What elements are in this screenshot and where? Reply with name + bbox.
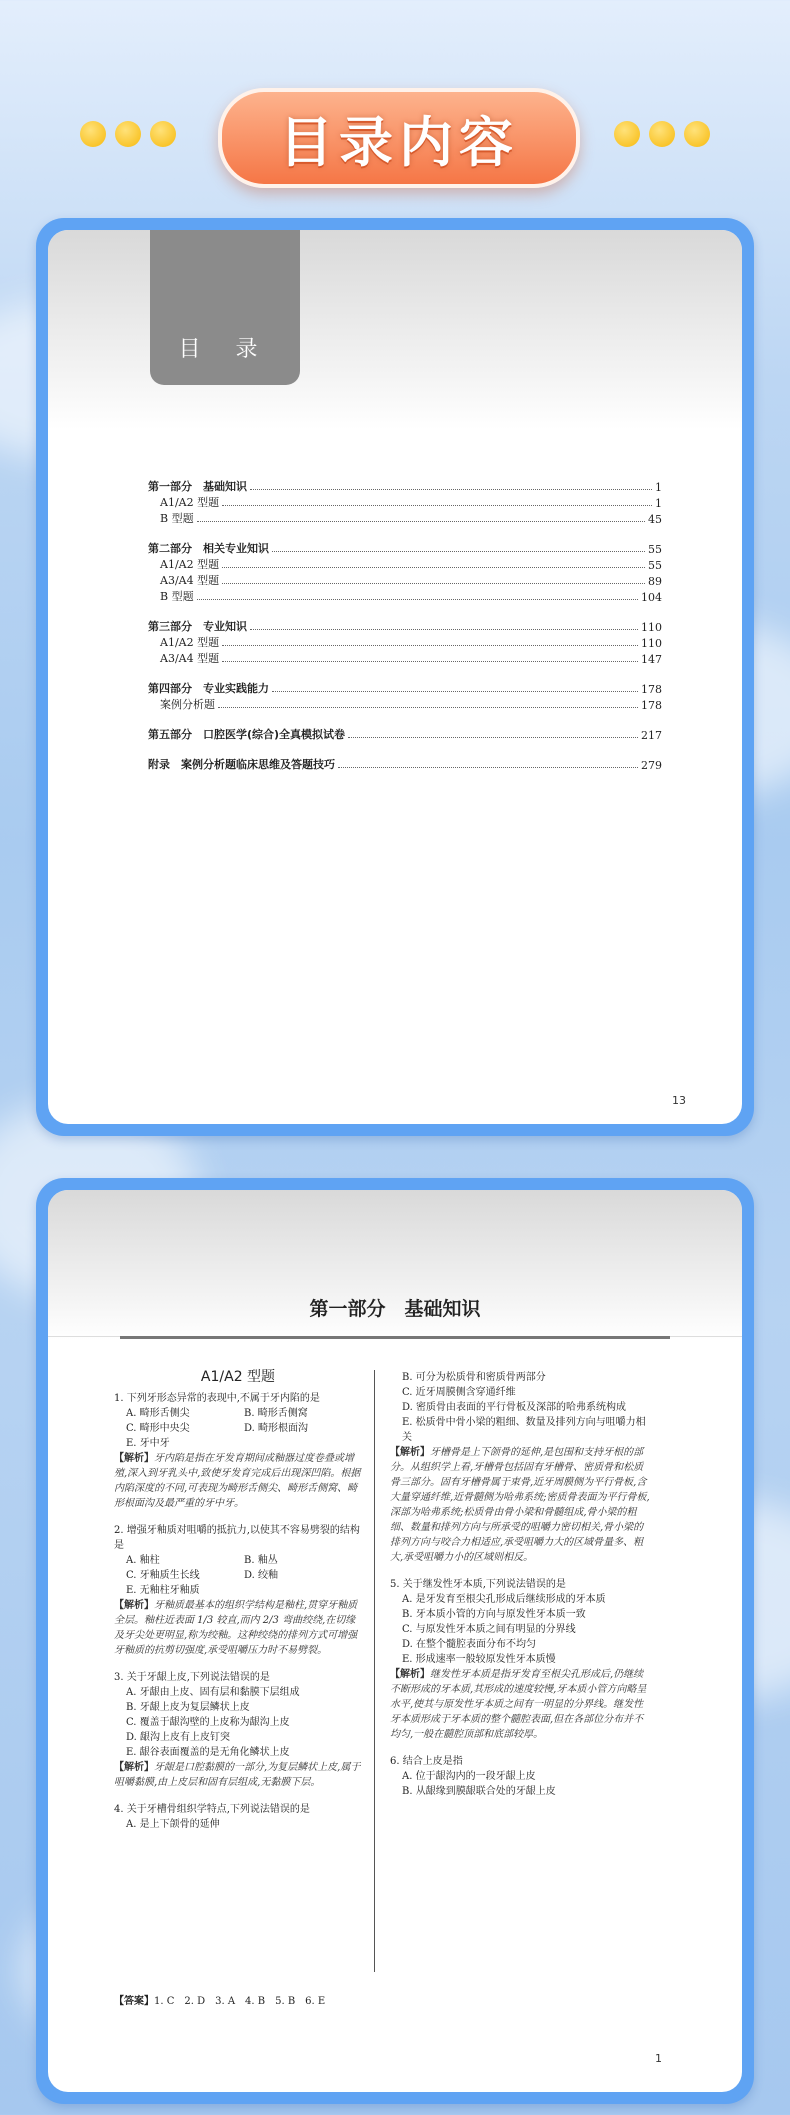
option: A. 畸形舌侧尖 [126,1408,190,1419]
option: B. 从龈缘到膜龈联合处的牙龈上皮 [402,1786,556,1797]
option: B. 可分为松质骨和密质骨两部分 [402,1372,546,1383]
toc-entry[interactable]: A3/A4 型题 147 [160,652,662,666]
decor-dot-icon [80,121,106,147]
question-stem: 1. 下列牙形态异常的表现中,不属于牙内陷的是 [114,1393,320,1404]
question-item [390,1754,652,1799]
toc-entry[interactable]: A3/A4 型题 89 [160,574,662,588]
question-stem: 6. 结合上皮是指 [390,1756,463,1767]
toc-page [48,230,742,1124]
option: C. 与原发性牙本质之间有明显的分界线 [402,1624,576,1635]
page-number: 13 [672,1094,686,1107]
toc-group [148,680,662,712]
question-item [114,1802,362,1832]
content-page-frame [36,1178,754,2104]
option: D. 龈沟上皮有上皮钉突 [126,1732,231,1743]
option: C. 近牙周膜侧含穿通纤维 [402,1387,516,1398]
toc-entry[interactable]: 第四部分 专业实践能力 178 [148,682,662,696]
decor-dot-icon [684,121,710,147]
option: E. 牙中牙 [126,1438,170,1449]
option: E. 无釉柱牙釉质 [126,1585,200,1596]
option: D. 绞釉 [244,1570,279,1581]
toc-entry[interactable]: 第二部分 相关专业知识 55 [148,542,662,556]
toc-entry[interactable]: A1/A2 型题 55 [160,558,662,572]
toc-entry[interactable]: 案例分析题 178 [160,698,662,712]
analysis-text: 【解析】牙槽骨是上下颌骨的延伸,是包围和支持牙根的部分。从组织学上看,牙槽骨包括固有牙槽骨、密质骨和松质骨三部分。固有牙槽骨属于束骨,近牙周膜侧为平行骨板,含大量穿通纤维,近骨髓侧为哈弗系统;密质骨表面为平行骨板,深部为哈弗系统;松质骨由骨小梁和骨髓组成,骨小梁的粗细、数量和排列方向与所承受的咀嚼力密切相关,骨小梁的排列方向与咬合力相适应,承受咀嚼力大的区域骨量多、粗大,承受咀嚼力小的区域则相反。 [390,1447,650,1563]
option: D. 在整个髓腔表面分布不均匀 [402,1639,537,1650]
section-title: A1/A2 型题 [200,1369,276,1385]
question-item [114,1391,362,1511]
option: A. 是牙发育至根尖孔形成后继续形成的牙本质 [402,1594,606,1605]
toc-entry[interactable]: 第三部分 专业知识 110 [148,620,662,634]
decor-dot-icon [115,121,141,147]
column-divider [374,1370,375,1972]
question-item [114,1670,362,1790]
toc-tab [150,230,300,385]
toc-entry[interactable]: B 型题 45 [160,512,662,526]
toc-group [148,726,662,742]
answer-key: 【答案】1. C 2. D 3. A 4. B 5. B 6. E [114,1996,326,2007]
header-banner [218,88,580,188]
option: A. 是上下颌骨的延伸 [126,1819,220,1830]
option: B. 釉丛 [244,1555,278,1566]
part-title: 第一部分 基础知识 [309,1298,481,1320]
banner-title: 目录内容 [279,110,519,174]
option: B. 畸形舌侧窝 [244,1408,308,1419]
option: C. 畸形中央尖 [126,1423,190,1434]
option: C. 覆盖于龈沟壁的上皮称为龈沟上皮 [126,1717,290,1728]
question-stem: 3. 关于牙龈上皮,下列说法错误的是 [114,1672,270,1683]
option: D. 畸形根面沟 [244,1423,309,1434]
option: A. 釉柱 [126,1555,160,1566]
page-number: 1 [655,2052,662,2065]
option: A. 牙龈由上皮、固有层和黏膜下层组成 [126,1687,300,1698]
option: E. 形成速率一般较原发性牙本质慢 [402,1654,556,1665]
right-column [390,1370,652,1799]
table-of-contents [148,478,662,786]
question-stem: 4. 关于牙槽骨组织学特点,下列说法错误的是 [114,1804,310,1815]
question-item [390,1370,652,1565]
toc-entry[interactable]: A1/A2 型题 110 [160,636,662,650]
divider-line [120,1336,670,1339]
analysis-text: 【解析】牙内陷是指在牙发育期间成釉器过度卷叠或增殖,深入到牙乳头中,致使牙发育完成后出现深凹陷。根据内陷深度的不同,可表现为畸形舌侧尖、畸形舌侧窝、畸形根面沟及最严重的牙中牙。 [114,1453,361,1509]
question-item [390,1577,652,1742]
option: B. 牙本质小管的方向与原发性牙本质一致 [402,1609,586,1620]
toc-entry[interactable]: 第五部分 口腔医学(综合)全真模拟试卷 217 [148,728,662,742]
toc-entry[interactable]: B 型题 104 [160,590,662,604]
question-item [114,1523,362,1658]
toc-page-frame [36,218,754,1136]
content-page [48,1190,742,2092]
analysis-text: 【解析】牙龈是口腔黏膜的一部分,为复层鳞状上皮,属于咀嚼黏膜,由上皮层和固有层组成,无黏膜下层。 [114,1762,361,1788]
option: A. 位于龈沟内的一段牙龈上皮 [402,1771,536,1782]
option: B. 牙龈上皮为复层鳞状上皮 [126,1702,250,1713]
question-stem: 2. 增强牙釉质对咀嚼的抵抗力,以使其不容易劈裂的结构是 [114,1525,360,1551]
toc-group [148,478,662,526]
analysis-text: 【解析】牙釉质最基本的组织学结构是釉柱,贯穿牙釉质全层。釉柱近表面 1/3 较直,而内 2/3 弯曲绞绕,在切缘及牙尖处更明显,称为绞釉。这种绞绕的排列方式可增强牙釉质的抗剪切强度,承受咀嚼压力时不易劈裂。 [114,1600,358,1656]
decor-dot-icon [150,121,176,147]
question-stem: 5. 关于继发性牙本质,下列说法错误的是 [390,1579,566,1590]
option: E. 松质骨中骨小梁的粗细、数量及排列方向与咀嚼力相关 [402,1417,646,1443]
toc-tab-label: 目 录 [178,337,272,362]
toc-entry[interactable]: 第一部分 基础知识 1 [148,480,662,494]
option: D. 密质骨由表面的平行骨板及深部的哈弗系统构成 [402,1402,627,1413]
decor-dot-icon [649,121,675,147]
toc-entry[interactable]: 附录 案例分析题临床思维及答题技巧 279 [148,758,662,772]
decor-dot-icon [614,121,640,147]
toc-entry[interactable]: A1/A2 型题 1 [160,496,662,510]
analysis-text: 【解析】继发性牙本质是指牙发育至根尖孔形成后,仍继续不断形成的牙本质,其形成的速度较慢,牙本质小管方向略呈水平,使其与原发性牙本质之间有一明显的分界线。继发性牙本质形成于牙本质的整个髓腔表面,但在各部位分布并不均匀,一般在髓腔顶部和底部较厚。 [390,1669,647,1740]
toc-group [148,756,662,772]
option: C. 牙釉质生长线 [126,1570,200,1581]
option: E. 龈谷表面覆盖的是无角化鳞状上皮 [126,1747,290,1758]
toc-group [148,540,662,604]
left-column [114,1370,362,1832]
toc-group [148,618,662,666]
